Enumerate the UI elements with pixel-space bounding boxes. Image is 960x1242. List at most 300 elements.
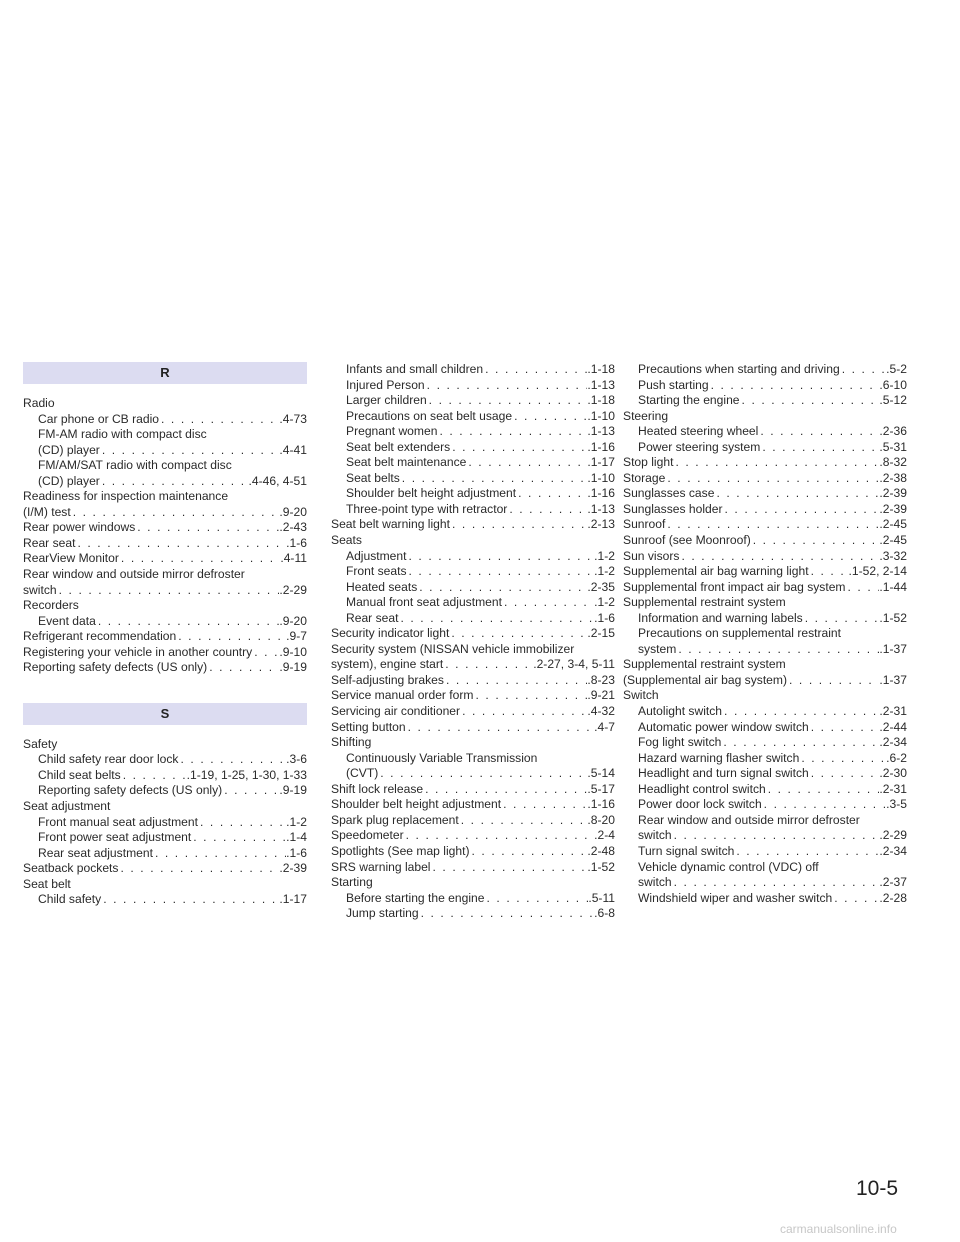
entry-page-ref: .2-38 (879, 470, 907, 485)
dot-leader (191, 830, 286, 846)
entry-term: Before starting the engine (346, 890, 485, 905)
index-subentry (623, 393, 907, 409)
index-subentry (331, 580, 615, 596)
entry-page-ref: .4-7 (594, 719, 615, 734)
dot-leader (485, 891, 589, 907)
entry-term: Seat adjustment (23, 799, 111, 814)
entry-term: Supplemental restraint system (623, 657, 786, 672)
entry-term: switch (638, 828, 672, 843)
entry-page-ref: .8-23 (587, 672, 615, 687)
entry-term: (CVT) (346, 766, 379, 781)
entry-page-ref: .2-29 (279, 582, 307, 597)
entry-term: Vehicle dynamic control (VDC) off (638, 859, 819, 874)
index-entry (23, 629, 307, 645)
entry-term: Speedometer (331, 828, 404, 843)
dot-leader (469, 844, 587, 860)
entry-term: Switch (623, 688, 659, 703)
index-subentry (331, 486, 615, 502)
entry-page-ref: .2-36 (879, 424, 907, 439)
index-entry (623, 533, 907, 549)
entry-term: Shoulder belt height adjustment (346, 486, 517, 501)
dot-leader (809, 720, 880, 736)
index-entry (623, 580, 907, 596)
entry-page-ref: .6-10 (879, 377, 907, 392)
index-subentry (623, 735, 907, 751)
entry-term: Sun visors (623, 548, 680, 563)
dot-leader (121, 768, 187, 784)
index-subentry (331, 502, 615, 518)
entry-term: Headlight control switch (638, 781, 766, 796)
index-entry (23, 505, 307, 521)
entry-page-ref: .3-6 (286, 752, 307, 767)
entry-term: Child safety rear door lock (38, 752, 179, 767)
entry-term: Injured Person (346, 377, 425, 392)
entry-page-ref: .1-6 (594, 610, 615, 625)
index-subentry (23, 458, 307, 474)
dot-leader (714, 486, 879, 502)
entry-term: Push starting (638, 377, 709, 392)
entry-page-ref: .2-34 (879, 843, 907, 858)
index-subentry (23, 752, 307, 768)
entry-page-ref: .1-18 (587, 393, 615, 408)
entry-page-ref: .9-20 (279, 613, 307, 628)
dot-leader (159, 412, 279, 428)
index-subentry (331, 455, 615, 471)
entry-term: Heated seats (346, 579, 418, 594)
entry-term: Rear seat (346, 610, 399, 625)
dot-leader (425, 378, 588, 394)
entry-page-ref: .5-12 (879, 393, 907, 408)
dot-leader (460, 704, 587, 720)
entry-page-ref: .1-37 (879, 672, 907, 687)
dot-leader (483, 362, 587, 378)
dot-leader (466, 455, 587, 471)
entry-term: Starting (331, 875, 373, 890)
dot-leader (803, 611, 880, 627)
entry-term: Recorders (23, 598, 79, 613)
index-entry (23, 645, 307, 661)
entry-page-ref: .4-73 (279, 411, 307, 426)
dot-leader (809, 564, 849, 580)
index-subentry (23, 427, 307, 443)
index-subentry (331, 440, 615, 456)
index-subentry (331, 891, 615, 907)
entry-page-ref: .9-7 (286, 629, 307, 644)
entry-page-ref: .1-52 (587, 859, 615, 874)
dot-leader (762, 797, 886, 813)
index-entry (23, 737, 307, 753)
index-entry (331, 704, 615, 720)
entry-term: Event data (38, 613, 96, 628)
index-subentry (23, 892, 307, 908)
dot-leader (178, 752, 286, 768)
dot-leader (459, 813, 588, 829)
dot-leader (400, 471, 588, 487)
dot-leader (809, 766, 880, 782)
entry-page-ref: .1-52 (879, 610, 907, 625)
dot-leader (722, 704, 879, 720)
entry-term: Stop light (623, 455, 674, 470)
index-subentry (23, 614, 307, 630)
index-entry (623, 595, 907, 611)
index-subentry (623, 626, 907, 642)
index-subentry (623, 440, 907, 456)
entry-page-ref: .4-32 (587, 704, 615, 719)
index-subentry (623, 611, 907, 627)
dot-leader (516, 486, 587, 502)
entry-term: Spotlights (See map light) (331, 843, 470, 858)
index-subentry (331, 564, 615, 580)
entry-page-ref: .8-20 (587, 812, 615, 827)
entry-term: RearView Monitor (23, 551, 119, 566)
entry-term: Readiness for inspection maintenance (23, 489, 229, 504)
index-subentry (623, 704, 907, 720)
index-subentry (623, 813, 907, 829)
entry-page-ref: .5-31 (879, 439, 907, 454)
entry-term: Front manual seat adjustment (38, 814, 198, 829)
section-header: R (23, 362, 307, 384)
page-number: 10-5 (856, 1177, 899, 1200)
entry-term: Hazard warning flasher switch (638, 750, 800, 765)
dot-leader (799, 751, 886, 767)
dot-leader (734, 844, 879, 860)
index-subentry (623, 751, 907, 767)
dot-leader (758, 424, 879, 440)
entry-term: Steering (623, 408, 669, 423)
index-entry (23, 799, 307, 815)
entry-page-ref: .1-16 (587, 486, 615, 501)
entry-term: (CD) player (38, 442, 100, 457)
entry-term: Child seat belts (38, 767, 121, 782)
entry-term: Safety (23, 736, 58, 751)
entry-term: Storage (623, 470, 666, 485)
entry-term: (I/M) test (23, 504, 71, 519)
entry-page-ref: .2-34 (879, 735, 907, 750)
index-subentry (331, 549, 615, 565)
index-entry (331, 626, 615, 642)
entry-page-ref: .1-17 (279, 892, 307, 907)
index-subentry (331, 362, 615, 378)
entry-page-ref: .2-39 (879, 501, 907, 516)
index-subentry (23, 830, 307, 846)
entry-page-ref: .5-2 (886, 362, 907, 376)
dot-leader (423, 782, 587, 798)
entry-page-ref: .9-20 (279, 504, 307, 519)
index-entry (623, 486, 907, 502)
dot-leader (407, 564, 595, 580)
index-subentry (623, 766, 907, 782)
index-subentry (331, 766, 615, 782)
index-entry (623, 455, 907, 471)
index-subentry (623, 362, 907, 378)
index-subentry (331, 751, 615, 767)
index-entry (331, 642, 615, 658)
dot-leader (676, 642, 879, 658)
dot-leader (444, 673, 587, 689)
index-entry (23, 551, 307, 567)
dot-leader (665, 517, 879, 533)
dot-leader (846, 580, 880, 596)
entry-term: Power steering system (638, 439, 761, 454)
entry-page-ref: .6-8 (594, 906, 615, 921)
dot-leader (760, 440, 879, 456)
index-subentry (23, 815, 307, 831)
dot-leader (501, 797, 587, 813)
entry-term: Self-adjusting brakes (331, 672, 444, 687)
index-entry (23, 598, 307, 614)
entry-term: Shift lock release (331, 781, 424, 796)
entry-page-ref: .2-13 (587, 517, 615, 532)
index-entry (23, 396, 307, 412)
dot-leader (71, 505, 280, 521)
entry-term: Seat belt (23, 876, 71, 891)
dot-leader (404, 828, 595, 844)
entry-term: Front power seat adjustment (38, 830, 192, 845)
dot-leader (507, 502, 587, 518)
index-entry (331, 673, 615, 689)
index-column-3 (623, 362, 907, 906)
entry-page-ref: .5-11 (588, 890, 615, 905)
index-entry (331, 813, 615, 829)
dot-leader (176, 629, 286, 645)
entry-page-ref: .1-44 (879, 579, 907, 594)
dot-leader (101, 892, 279, 908)
index-entry (623, 409, 907, 425)
index-subentry (23, 768, 307, 784)
index-entry (23, 660, 307, 676)
dot-leader (100, 443, 280, 459)
entry-page-ref: .1-2 (594, 595, 615, 610)
entry-page-ref: .2-39 (279, 861, 307, 876)
dot-leader (840, 362, 886, 378)
dot-leader (709, 378, 880, 394)
entry-term: Jump starting (346, 906, 419, 921)
dot-leader (207, 660, 279, 676)
entry-page-ref: .1-6 (286, 535, 307, 550)
dot-leader (135, 520, 279, 536)
dot-leader (427, 393, 588, 409)
index-subentry (331, 611, 615, 627)
entry-term: Reporting safety defects (US only) (23, 660, 208, 675)
entry-term: Child safety (38, 892, 102, 907)
entry-page-ref: .2-48 (587, 843, 615, 858)
entry-page-ref: .1-13 (587, 501, 615, 516)
entry-page-ref: .9-21 (587, 688, 615, 703)
dot-leader (252, 645, 279, 661)
entry-term: Front seats (346, 564, 407, 579)
index-subentry (623, 875, 907, 891)
index-entry (623, 502, 907, 518)
entry-term: Setting button (331, 719, 406, 734)
index-column-2 (331, 362, 615, 922)
index-subentry (23, 846, 307, 862)
entry-term: Manual front seat adjustment (346, 595, 502, 610)
index-entry (331, 533, 615, 549)
entry-term: Car phone or CB radio (38, 411, 160, 426)
dot-leader (740, 393, 880, 409)
entry-page-ref: .4-41 (279, 442, 307, 457)
entry-term: Continuously Variable Transmission (346, 750, 538, 765)
entry-page-ref: .1-13 (587, 377, 615, 392)
entry-term: FM/AM/SAT radio with compact disc (38, 458, 232, 473)
entry-term: Shoulder belt height adjustment (331, 797, 502, 812)
entry-term: Supplemental air bag warning light (623, 564, 809, 579)
index-entry (623, 517, 907, 533)
entry-term: FM-AM radio with compact disc (38, 427, 207, 442)
index-entry (23, 489, 307, 505)
index-entry (331, 735, 615, 751)
entry-page-ref: .1-52, 2-14 (848, 564, 907, 579)
entry-page-ref: .2-31 (879, 781, 907, 796)
entry-term: Infants and small children (346, 362, 484, 376)
index-subentry (23, 474, 307, 490)
entry-term: Larger children (346, 393, 427, 408)
dot-leader (672, 828, 880, 844)
entry-term: switch (638, 875, 672, 890)
index-entry (623, 564, 907, 580)
entry-term: Refrigerant recommendation (23, 629, 177, 644)
entry-term: system (638, 641, 677, 656)
entry-term: Security system (NISSAN vehicle immobilizer (331, 641, 575, 656)
entry-term: Precautions on seat belt usage (346, 408, 513, 423)
entry-term: Turn signal switch (638, 843, 735, 858)
index-entry (623, 471, 907, 487)
dot-leader (75, 536, 286, 552)
dot-leader (407, 549, 595, 565)
entry-term: Rear seat (23, 535, 76, 550)
entry-term: Reporting safety defects (US only) (38, 783, 223, 798)
entry-page-ref: .1-4 (286, 830, 307, 845)
dot-leader (96, 614, 280, 630)
entry-page-ref: .2-45 (879, 533, 907, 548)
index-subentry (623, 844, 907, 860)
entry-page-ref: .9-19 (279, 783, 307, 798)
index-entry (331, 657, 615, 673)
index-entry (23, 520, 307, 536)
index-column-1 (23, 362, 307, 908)
entry-term: Windshield wiper and washer switch (638, 890, 833, 905)
entry-term: Service manual order form (331, 688, 474, 703)
dot-leader (431, 860, 588, 876)
watermark: carmanualsonline.info (780, 1222, 897, 1236)
index-subentry (331, 471, 615, 487)
entry-term: Rear window and outside mirror defroster (23, 567, 245, 582)
index-entry (23, 877, 307, 893)
entry-term: Seat belts (346, 470, 400, 485)
entry-page-ref: .1-2 (594, 564, 615, 579)
entry-term: (CD) player (38, 473, 100, 488)
entry-page-ref: .1-6 (286, 845, 307, 860)
dot-leader (119, 551, 280, 567)
dot-leader (502, 595, 594, 611)
entry-term: Seat belt extenders (346, 439, 451, 454)
index-subentry (331, 595, 615, 611)
index-entry (331, 860, 615, 876)
entry-page-ref: .3-5 (886, 797, 907, 812)
entry-term: Spark plug replacement (331, 812, 459, 827)
dot-leader (378, 766, 587, 782)
index-entry (331, 782, 615, 798)
entry-term: Power door lock switch (638, 797, 762, 812)
dot-leader (417, 580, 587, 596)
index-subentry (623, 424, 907, 440)
entry-page-ref: .9-19 (279, 660, 307, 675)
entry-term: switch (23, 582, 57, 597)
entry-term: Seat belt maintenance (346, 455, 467, 470)
entry-page-ref: .4-11 (280, 551, 307, 566)
index-subentry (331, 393, 615, 409)
entry-page-ref: .1-2 (286, 814, 307, 829)
entry-term: Registering your vehicle in another country (23, 644, 253, 659)
entry-page-ref: .3-32 (879, 548, 907, 563)
index-entry (23, 583, 307, 599)
section-spacer (23, 676, 307, 703)
entry-page-ref: .2-35 (587, 579, 615, 594)
entry-term: Precautions when starting and driving (638, 362, 840, 376)
entry-page-ref: .1-10 (587, 408, 615, 423)
index-entry (623, 549, 907, 565)
entry-term: Sunglasses holder (623, 501, 723, 516)
entry-term: Rear window and outside mirror defroster (638, 812, 860, 827)
entry-term: Supplemental front impact air bag system (623, 579, 846, 594)
entry-term: Starting the engine (638, 393, 740, 408)
entry-page-ref: .1-17 (587, 455, 615, 470)
entry-page-ref: .5-17 (587, 781, 615, 796)
entry-term: Seats (331, 533, 362, 548)
entry-page-ref: .2-31 (879, 704, 907, 719)
dot-leader (222, 783, 279, 799)
entry-term: Autolight switch (638, 704, 723, 719)
index-entry (331, 828, 615, 844)
entry-page-ref: .2-39 (879, 486, 907, 501)
entry-term: SRS warning label (331, 859, 431, 874)
entry-term: Information and warning labels (638, 610, 803, 625)
index-entry (623, 673, 907, 689)
entry-page-ref: .2-4 (594, 828, 615, 843)
entry-page-ref: .6-2 (886, 750, 907, 765)
dot-leader (766, 782, 880, 798)
entry-term: Heated steering wheel (638, 424, 759, 439)
index-subentry (623, 782, 907, 798)
index-entry (623, 688, 907, 704)
index-subentry (23, 443, 307, 459)
dot-leader (437, 424, 587, 440)
entry-page-ref: .2-37 (879, 875, 907, 890)
index-entry (331, 688, 615, 704)
entry-term: Fog light switch (638, 735, 722, 750)
entry-page-ref: .2-15 (587, 626, 615, 641)
dot-leader (153, 846, 286, 862)
entry-page-ref: .1-37 (879, 641, 907, 656)
index-subentry (623, 891, 907, 907)
dot-leader (787, 673, 879, 689)
dot-leader (721, 735, 879, 751)
index-subentry (623, 378, 907, 394)
index-entry (23, 536, 307, 552)
index-subentry (23, 412, 307, 428)
dot-leader (665, 471, 879, 487)
dot-leader (419, 906, 595, 922)
entry-term: Seat belt warning light (331, 517, 450, 532)
entry-term: Sunroof (623, 517, 666, 532)
dot-leader (57, 583, 280, 599)
entry-term: Rear seat adjustment (38, 845, 153, 860)
entry-page-ref: .1-16 (587, 439, 615, 454)
dot-leader (723, 502, 880, 518)
index-entry (623, 657, 907, 673)
entry-term: (Supplemental air bag system) (623, 672, 788, 687)
index-entry (331, 720, 615, 736)
